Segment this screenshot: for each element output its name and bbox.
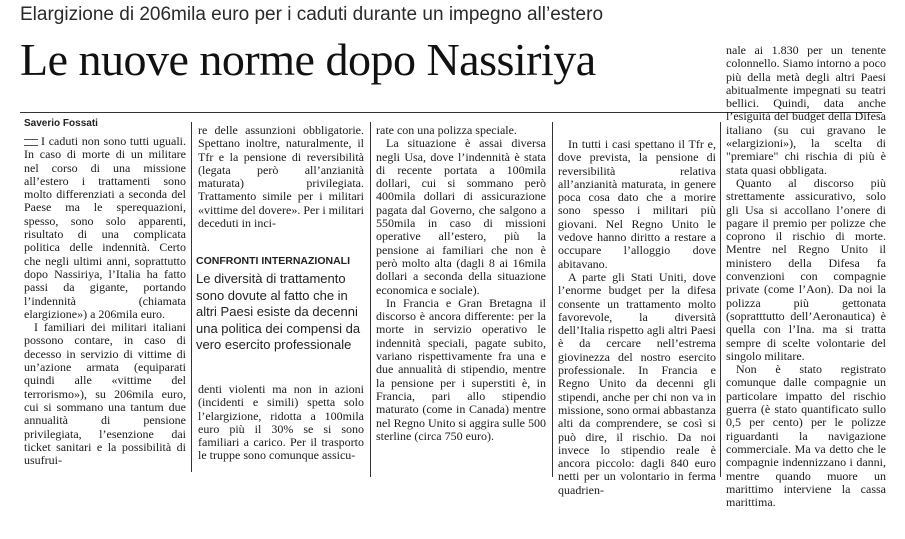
rule-col3 (552, 122, 553, 477)
col5-paragraph-3: Non è stato registrato comunque dalle compagnie un particolare impatto del rischio guerra (è stato quantificato sullo 0,5 per cento) per le polizze riguardanti la navigazione commerciale. Ma va detto che le compagnie indennizzano i danni, mentre quando muore un marittimo interviene la cassa marittima. (726, 362, 886, 510)
col2-paragraph-2: denti violenti ma non in azioni (incidenti e simili) spetta solo l’elargizione, ridotta a 100mila euro più il 30% se si sono familiari a carico. Per il trasporto le truppe sono comunque assicu- (198, 382, 364, 463)
headline: Le nuove norme dopo Nassiriya (20, 34, 596, 85)
col3-paragraph-1: rate con una polizza speciale. (376, 123, 517, 137)
rule-col1 (191, 122, 192, 472)
col2-paragraph-1: re delle assunzioni obbligatorie. Spettano inoltre, naturalmente, il Tfr e la pensione di reversibilità (legata però all’anzianità maturata) privilegiata. Trattamento simile per i militari «vittime del dovere». Per i militari deceduti in inci- (198, 123, 364, 231)
column-4 (558, 124, 716, 497)
col5-paragraph-2: Quanto al discorso più strettamente assicurativo, solo gli Usa si accollano l’onere di pagare il premio per polizze che coprono il rischio di morte. Mentre nel Regno Unito il ministero della Difesa fa convenzioni con compagnie private (come l’Aon). Da noi la polizza più gettonata (sopratttutto dell’Aeronautica) è quella con l’Ina. ma si tratta sempre di scelte volontarie del singolo militare. (726, 175, 886, 363)
sidebar-body: Le diversità di trattamento sono dovute al fatto che in altri Paesi esiste da decenni una politica dei compensi da vero esercito professionale (196, 271, 361, 352)
col3-paragraph-2: La situazione è assai diversa negli Usa, dove l’indennità è stata di recente portata a 100mila dollari, cui si sommano però 400mila dollari di assicurazione pagata dal Governo, che salgono a 550mila in caso di missioni operative all’estero, più la pensione ai familiari che non è però molto alta (dagli 8 ai 16mila dollari a seconda della situazione economica e sociale). (376, 136, 546, 297)
column-2-bottom (198, 383, 364, 478)
col1-paragraph-2: I familiari dei militari italiani possono contare, in caso di decesso in servizio di vittime di un’azione armata (equiparati quindi alle «vittime del terrorismo»), su 206mila euro, cui si sommano una tantum due annualità di pensione privilegiata, l’esenzione dai ticket sanitari e la possibilità di usufrui- (24, 320, 186, 468)
col4-paragraph-1: In tutti i casi spettano il Tfr e, dove prevista, la pensione di reversibilità relativa all’anzianità maturata, in genere poca cosa dato che a morire sono spesso i militari più giovani. Nel Regno Unito le vedove hanno diritto a restare a occupare l’alloggio dove abitavano. (558, 137, 716, 271)
sidebar-title: CONFRONTI INTERNAZIONALI (196, 255, 350, 267)
col4-paragraph-2: A parte gli Stati Uniti, dove l’enorme budget per la difesa consente un trattamento molto favorevole, la diversità dell’Italia rispetto agli altri Paesi è da cercare nell’estrema giovinezza del nostro esercito professionale. In Francia e Regno Unito da decenni gli stipendi, anche per chi non va in missione, sono ormai abbastanza alti da comprendere, se così si può dire, il rischio. Da noi invece lo stipendio reale è ancora piccolo: dagli 840 euro netti per un volontario in ferma quadrien- (558, 269, 716, 497)
rule-col4 (720, 122, 721, 477)
col1-paragraph-1: I caduti non sono tutti uguali. In caso di morte di un militare nel corso di una missione all’estero i trattamenti sono molto differenziati a seconda del Paese ma le sperequazioni, spesso, sono solo apparenti, risultato di una complicata politica delle indennità. Certo che negli ultimi anni, soprattutto dopo Nassiriya, l’Italia ha fatto passi da gigante, portando l’indennità (chiamata elargizione») a 206mila euro. (24, 134, 186, 321)
column-5 (726, 43, 886, 510)
byline: Saverio Fossati (24, 118, 98, 129)
col5-paragraph-1: nale ai 1.830 per un tenente colonnello. Siamo intorno a poco più della metà degli altri Paesi abitualmente impegnati su teatri bellici. Quindi, data anche l’esiguità del budget della Difesa italiano (su cui gravano le «elargizioni»), la scelta di "premiare" chi rischia di più è stata quasi obbligata. (726, 43, 886, 177)
rule-col2 (370, 122, 371, 477)
column-2-top (198, 124, 364, 244)
sidebar-box (196, 255, 366, 354)
column-3 (376, 124, 546, 476)
col3-paragraph-3: In Francia e Gran Bretagna il discorso è ancora differente: per la morte in servizio operativo le indennità speciali, pagate subito, variano rispettivamente fra una e due annualità di stipendio, mentre la pensione per i superstiti è, in Francia, pari allo stipendio maturato (come in Canada) mentre nel Regno Unito si aggira sulle 500 sterline (circa 750 euro). (376, 295, 546, 443)
column-1 (24, 135, 186, 475)
kicker: Elargizione di 206mila euro per i caduti durante un impegno all’estero (20, 4, 604, 25)
paragraph-mark (24, 139, 38, 146)
